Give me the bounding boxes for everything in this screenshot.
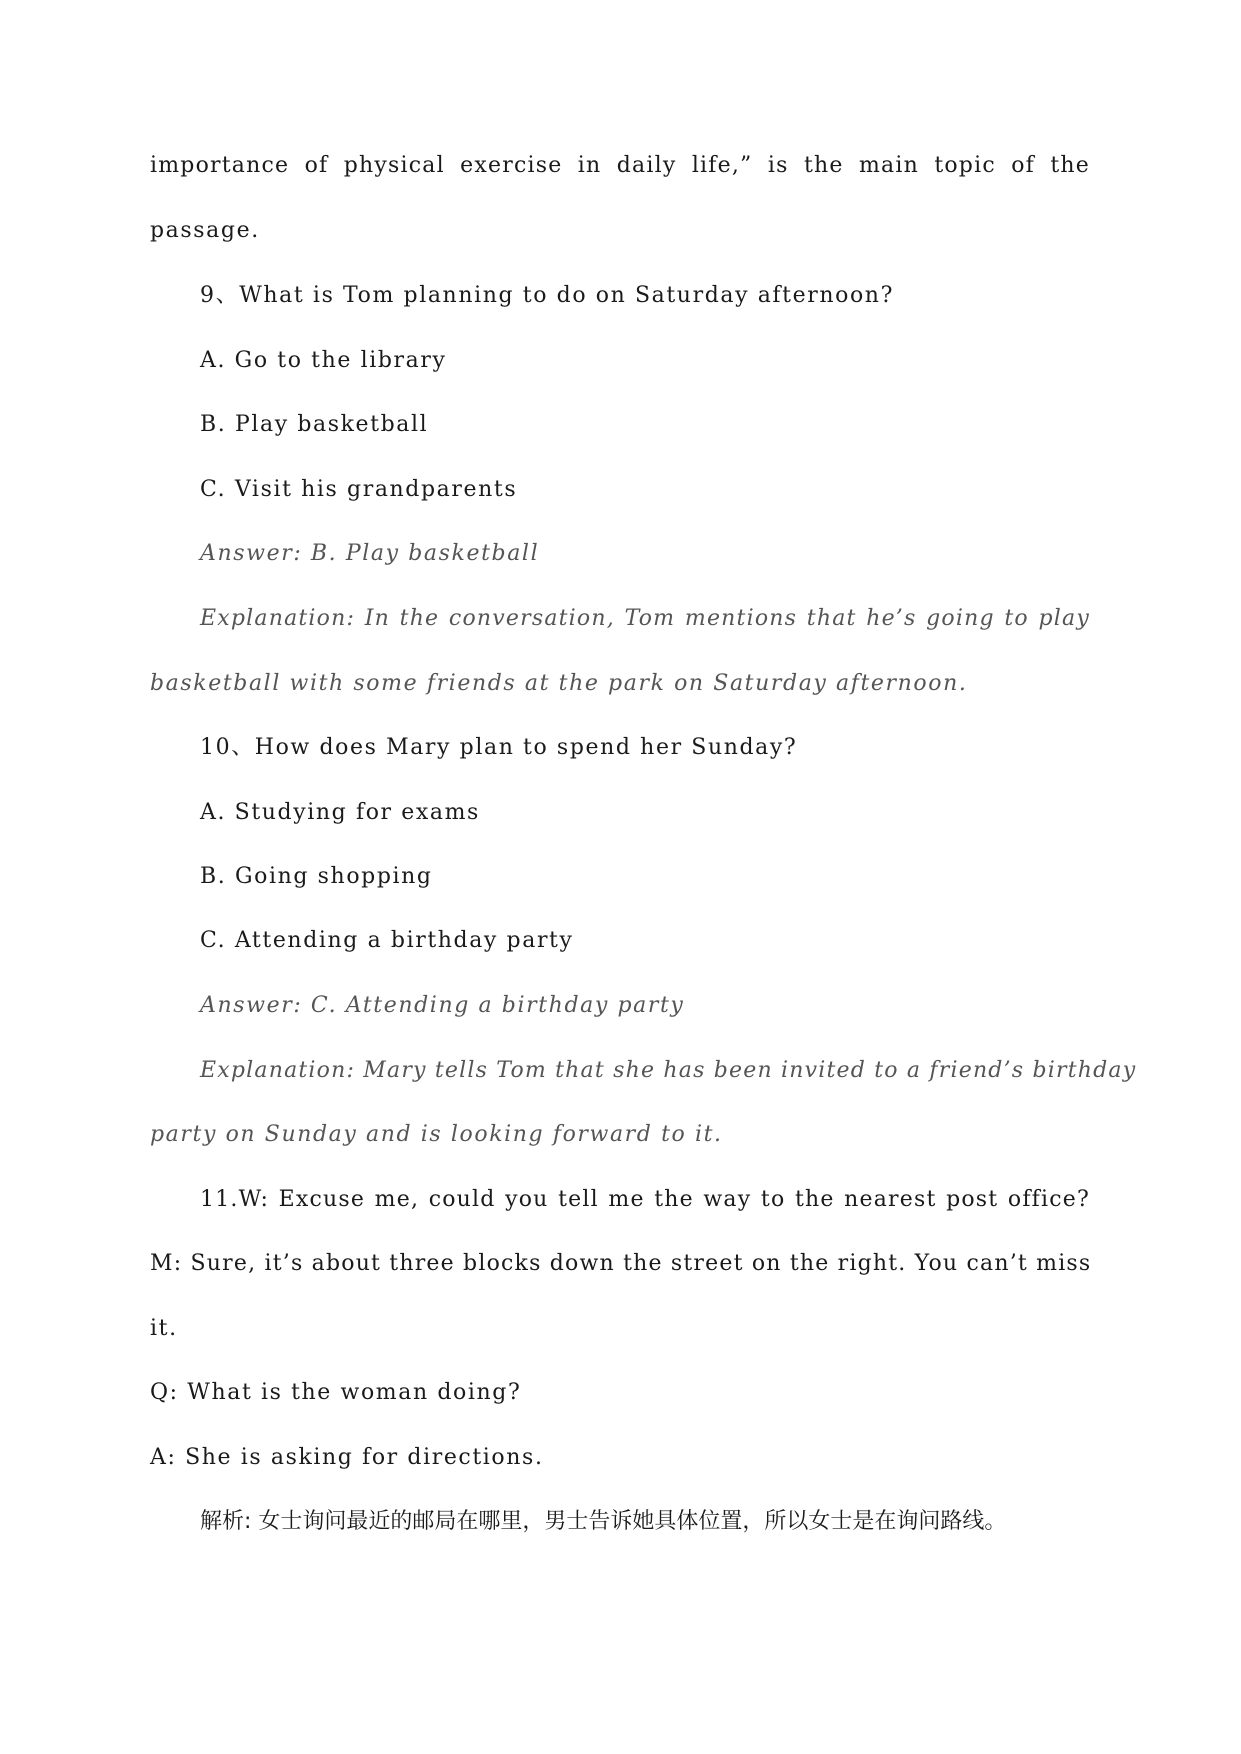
question-10: 10、How does Mary plan to spend her Sunday?	[200, 735, 798, 760]
question-9-explanation-line-2: basketball with some friends at the park on Saturday afternoon.	[150, 671, 968, 696]
question-11-man-line-2: it.	[150, 1316, 178, 1341]
question-10-explanation-line-2: party on Sunday and is looking forward to it.	[150, 1122, 723, 1147]
question-10-option-c: C. Attending a birthday party	[200, 928, 574, 953]
question-9-answer: Answer: B. Play basketball	[200, 541, 540, 566]
question-9: 9、What is Tom planning to do on Saturday afternoon?	[200, 283, 894, 308]
question-11-answer: A: She is asking for directions.	[150, 1445, 544, 1470]
question-9-option-a: A. Go to the library	[200, 348, 447, 373]
question-9-option-c: C. Visit his grandparents	[200, 477, 518, 502]
question-11-man-line-1: M: Sure, it’s about three blocks down the street on the right. You can’t miss	[150, 1251, 1092, 1276]
question-11-woman-line: 11.W: Excuse me, could you tell me the way to the nearest post office?	[200, 1187, 1090, 1212]
question-10-answer: Answer: C. Attending a birthday party	[200, 993, 685, 1018]
passage-line-2: passage.	[150, 218, 260, 243]
question-10-explanation-line-1: Explanation: Mary tells Tom that she has been invited to a friend’s birthday	[200, 1058, 1137, 1083]
question-10-option-b: B. Going shopping	[200, 864, 433, 889]
question-11-question: Q: What is the woman doing?	[150, 1380, 522, 1405]
question-9-option-b: B. Play basketball	[200, 412, 429, 437]
question-11-explanation: 解析: 女士询问最近的邮局在哪里，男士告诉她具体位置，所以女士是在询问路线。	[200, 1509, 1007, 1534]
question-9-explanation-line-1: Explanation: In the conversation, Tom mentions that he’s going to play	[200, 606, 1090, 631]
passage-line-1: importance of physical exercise in daily life,” is the main topic of the	[150, 153, 1090, 178]
question-10-option-a: A. Studying for exams	[200, 800, 480, 825]
